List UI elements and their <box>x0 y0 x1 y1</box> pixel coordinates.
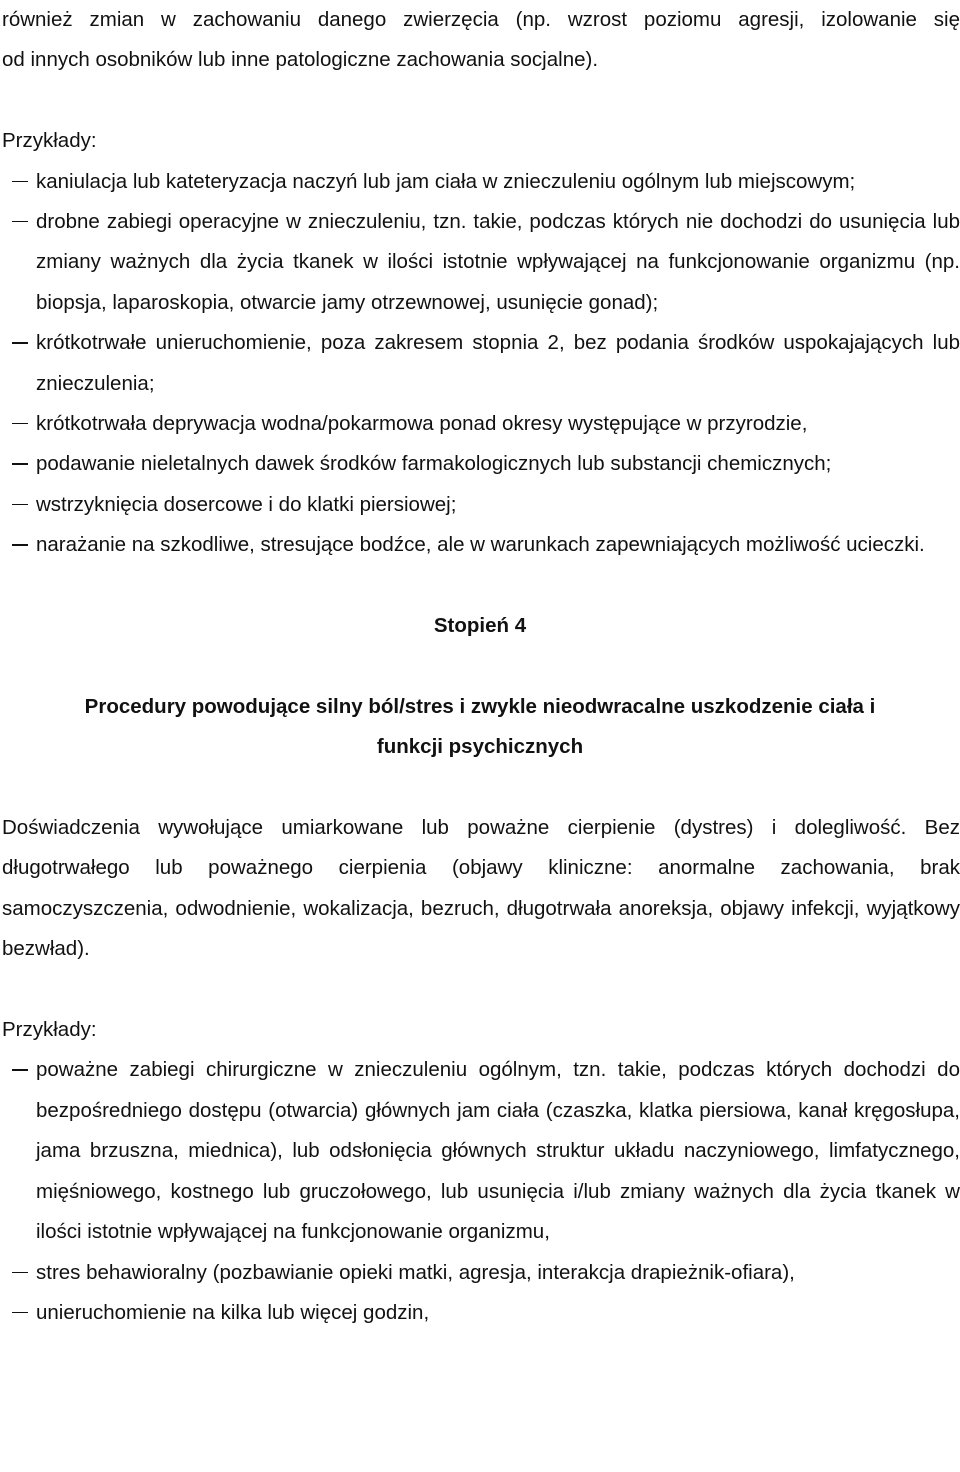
list-item: krótkotrwałe unieruchomienie, poza zakresem stopnia 2, bez podania środków uspokajających lub znieczulenia; <box>0 323 960 404</box>
spacer <box>0 566 960 606</box>
dash-bullet-icon <box>12 1069 28 1070</box>
dash-bullet-icon <box>12 342 28 343</box>
list-item: krótkotrwała deprywacja wodna/pokarmowa ponad okresy występujące w przyrodzie, <box>0 404 960 444</box>
spacer <box>0 81 960 121</box>
intro-line-2: od innych osobników lub inne patologiczne zachowania socjalne). <box>2 48 599 72</box>
dash-bullet-icon <box>12 544 28 545</box>
list-item: stres behawioralny (pozbawianie opieki matki, agresja, interakcja drapieżnik-ofiara), <box>0 1253 960 1293</box>
dash-bullet-icon <box>12 504 28 505</box>
list-item: kaniulacja lub kateteryzacja naczyń lub jam ciała w znieczuleniu ogólnym lub miejscowym; <box>0 162 960 202</box>
examples-label: Przykłady: <box>2 129 97 153</box>
list-item: podawanie nieletalnych dawek środków farmakologicznych lub substancji chemicznych; <box>0 444 960 484</box>
dash-bullet-icon <box>12 181 28 182</box>
list-item: wstrzyknięcia dosercowe i do klatki piersiowej; <box>0 485 960 525</box>
spacer <box>0 646 960 686</box>
examples-list-degree-3 <box>0 162 960 566</box>
examples-label: Przykłady: <box>2 1018 97 1042</box>
dash-bullet-icon <box>12 1272 28 1273</box>
list-item: poważne zabiegi chirurgiczne w znieczuleniu ogólnym, tzn. takie, podczas których dochodzi do bezpośredniego dostępu (otwarcia) głównych jam ciała (czaszka, klatka piersiowa, kanał kręgosłupa, jama brzuszna, miednica), lub odsłonięcia głównych struktur układu naczyniowego, limfatycznego, mięśniowego, kostnego lub gruczołowego, lub usunięcia i/lub zmiany ważnych dla życia tkanek w ilości istotnie wpływającej na funkcjonowanie organizmu, <box>0 1050 960 1252</box>
dash-bullet-icon <box>12 463 28 464</box>
spacer <box>0 970 960 1010</box>
dash-bullet-icon <box>12 1312 28 1313</box>
degree-subheading-line-1: Procedury powodujące silny ból/stres i zwykle nieodwracalne uszkodzenie ciała i <box>84 694 876 718</box>
list-item: narażanie na szkodliwe, stresujące bodźce, ale w warunkach zapewniających możliwość ucieczki. <box>0 525 960 565</box>
list-item: unieruchomienie na kilka lub więcej godzin, <box>0 1293 960 1333</box>
degree-heading: Stopień 4 <box>433 614 527 638</box>
intro-line-1: również zmian w zachowaniu danego zwierzęcia (np. wzrost poziomu agresji, izolowanie się <box>2 8 960 31</box>
spacer <box>0 768 960 808</box>
dash-bullet-icon <box>12 423 28 424</box>
examples-list-degree-4 <box>0 1050 960 1333</box>
list-item: drobne zabiegi operacyjne w znieczuleniu, tzn. takie, podczas których nie dochodzi do usunięcia lub zmiany ważnych dla życia tkanek w ilości istotnie wpływającej na funkcjonowanie organizmu (np. biopsja, laparoskopia, otwarcie jamy otrzewnowej, usunięcie gonad); <box>0 202 960 323</box>
degree-description: Doświadczenia wywołujące umiarkowane lub poważne cierpienie (dystres) i dolegliwość. Bez długotrwałego lub poważnego cierpienia (objawy kliniczne: anormalne zachowania, brak samoczyszczenia, odwodnienie, wokalizacja, bezruch, długotrwała anoreksja, objawy infekcji, wyjątkowy bezwład). <box>2 816 960 961</box>
dash-bullet-icon <box>12 221 28 222</box>
degree-subheading-line-2: funkcji psychicznych <box>376 735 584 759</box>
